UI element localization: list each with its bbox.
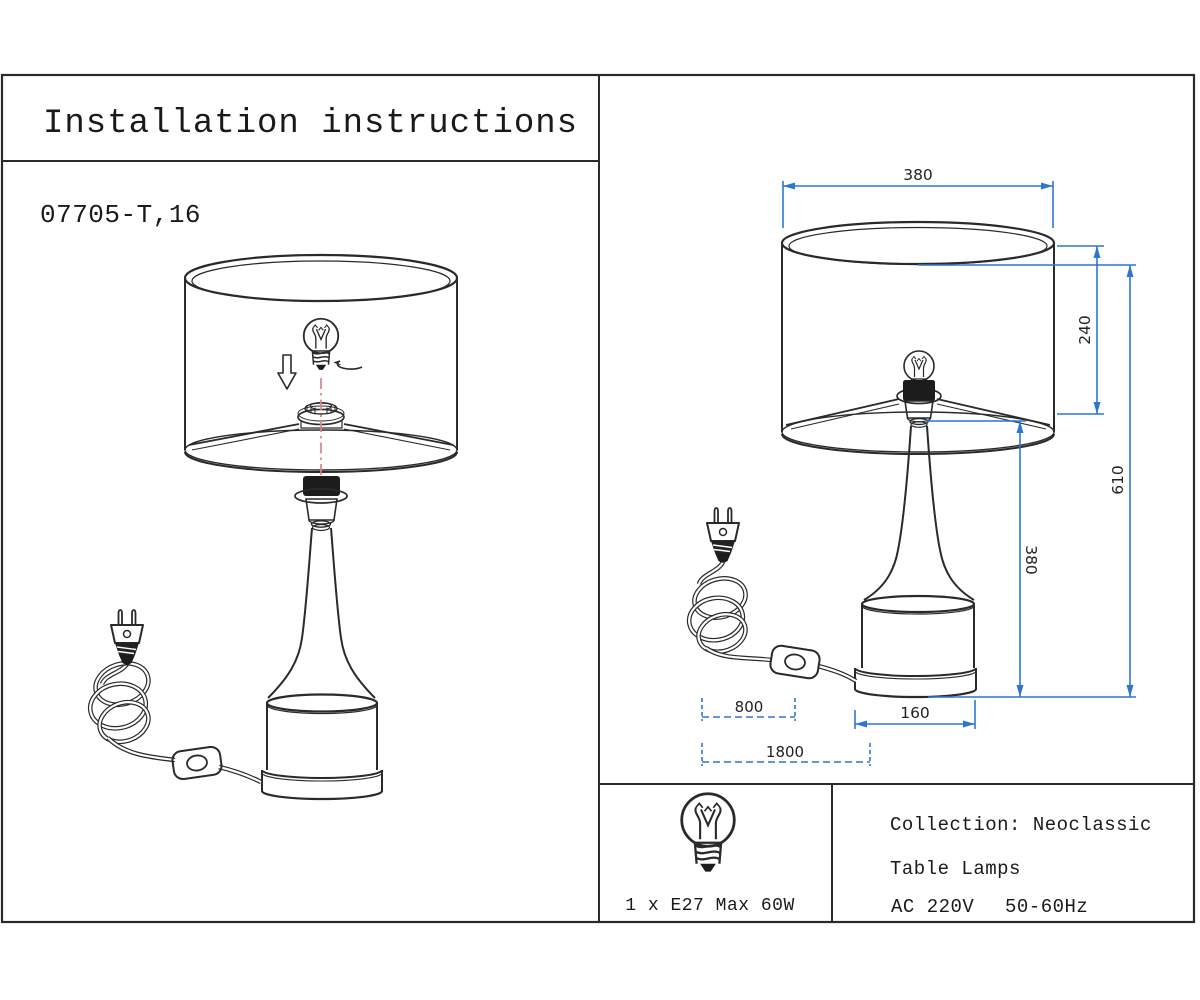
- voltage-value: AC 220V: [891, 896, 975, 918]
- dimension-diagram: [686, 166, 1136, 766]
- lamp-body: [262, 528, 382, 799]
- collection-line: Collection: Neoclassic: [890, 814, 1152, 836]
- switch-icon: [769, 644, 821, 679]
- lamp-socket: [295, 476, 347, 531]
- frequency-value: 50-60Hz: [1005, 896, 1089, 918]
- dim-total-height: 610: [1109, 465, 1127, 495]
- spec-panel: [625, 794, 1152, 918]
- plug-icon: [707, 508, 739, 563]
- switch-icon: [171, 746, 222, 780]
- bulb-spec: 1 x E27 Max 60W: [625, 896, 795, 916]
- lamp-shade: [185, 255, 457, 472]
- dim-shade-height: 240: [1076, 315, 1094, 345]
- rotate-icon: [335, 361, 362, 369]
- bulb-icon: [304, 319, 339, 370]
- dim-base-height: 380: [1022, 545, 1040, 575]
- page-title: Installation instructions: [43, 105, 579, 143]
- dimension-lines: [702, 181, 1136, 766]
- dim-shade-diameter: 380: [903, 166, 933, 184]
- dim-cord-total: 1800: [765, 743, 805, 761]
- insert-arrow-icon: [278, 355, 296, 389]
- model-number: 07705-T,16: [40, 200, 202, 230]
- plug-icon: [111, 610, 143, 665]
- dim-base-diameter: 160: [900, 704, 930, 722]
- product-type-line: Table Lamps: [890, 858, 1021, 880]
- dim-cord-plug-to-switch: 800: [734, 698, 764, 716]
- assembly-diagram: [86, 255, 457, 799]
- lamp-body-dimensioned: [855, 426, 976, 697]
- bulb-icon: [682, 794, 735, 872]
